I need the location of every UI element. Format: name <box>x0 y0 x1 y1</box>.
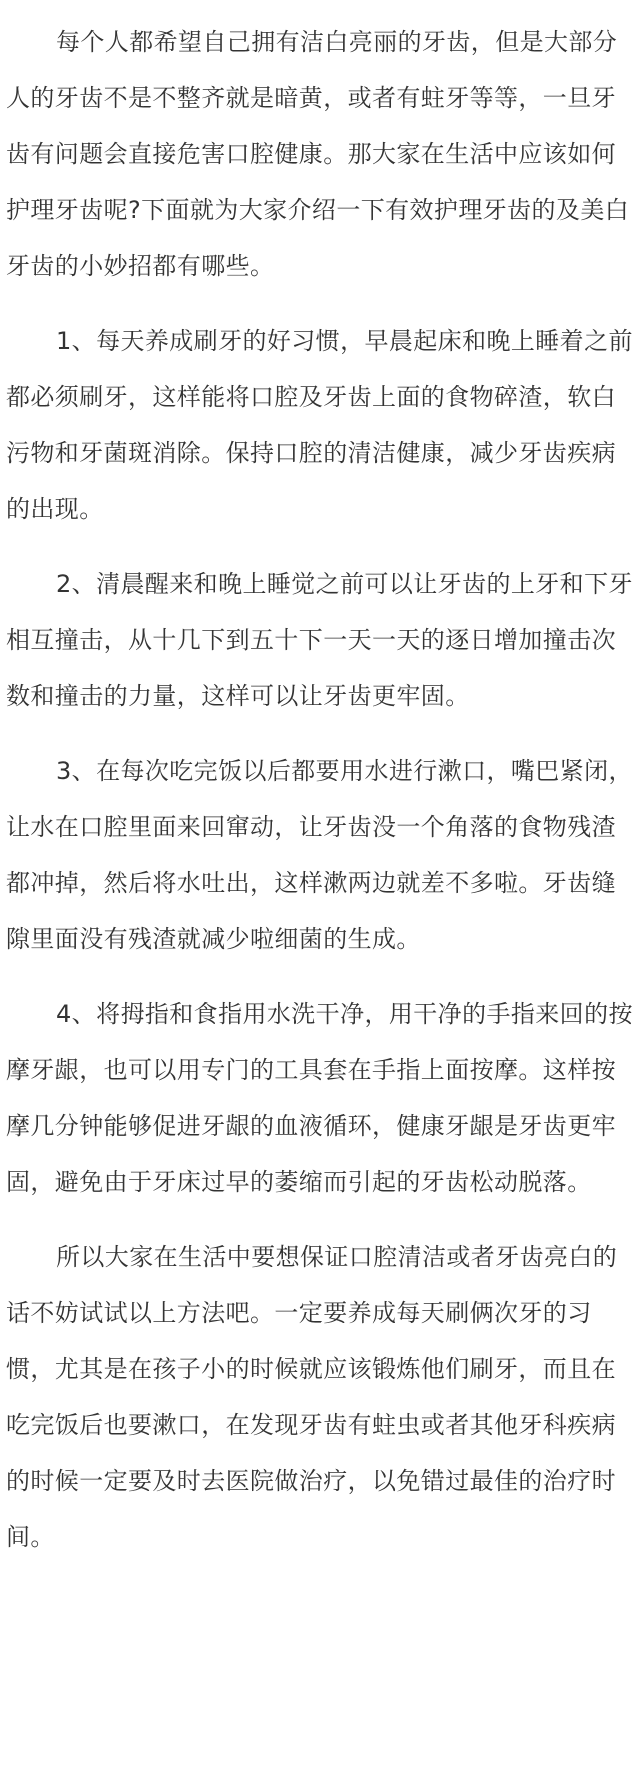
tip-3-paragraph: 3、在每次吃完饭以后都要用水进行漱口，嘴巴紧闭，让水在口腔里面来回窜动，让牙齿没一个角落的食物残渣都冲掉，然后将水吐出，这样漱两边就差不多啦。牙齿缝隙里面没有残渣就减少啦细菌的生成。 <box>6 757 633 953</box>
intro-paragraph: 每个人都希望自己拥有洁白亮丽的牙齿，但是大部分人的牙齿不是不整齐就是暗黄，或者有蛀牙等等，一旦牙齿有问题会直接危害口腔健康。那大家在生活中应该如何护理牙齿呢?下面就为大家介绍一下有效护理牙齿的及美白牙齿的小妙招都有哪些。 <box>6 28 630 280</box>
conclusion-paragraph: 所以大家在生活中要想保证口腔清洁或者牙齿亮白的话不妨试试以上方法吧。一定要养成每天刷俩次牙的习惯，尤其是在孩子小的时候就应该锻炼他们刷牙，而且在吃完饭后也要漱口，在发现牙齿有蛀虫或者其他牙科疾病的时候一定要及时去医院做治疗，以免错过最佳的治疗时间。 <box>6 1243 618 1551</box>
tip-2-paragraph: 2、清晨醒来和晚上睡觉之前可以让牙齿的上牙和下牙相互撞击，从十几下到五十下一天一天的逐日增加撞击次数和撞击的力量，这样可以让牙齿更牢固。 <box>6 570 633 710</box>
tip-4-paragraph: 4、将拇指和食指用水洗干净，用干净的手指来回的按摩牙龈，也可以用专门的工具套在手指上面按摩。这样按摩几分钟能够促进牙龈的血液循环，健康牙龈是牙齿更牢固，避免由于牙床过早的萎缩而引起的牙齿松动脱落。 <box>6 1000 633 1196</box>
tip-1-paragraph: 1、每天养成刷牙的好习惯，早晨起床和晚上睡着之前都必须刷牙，这样能将口腔及牙齿上面的食物碎渣，软白污物和牙菌斑消除。保持口腔的清洁健康，减少牙齿疾病的出现。 <box>6 327 633 523</box>
